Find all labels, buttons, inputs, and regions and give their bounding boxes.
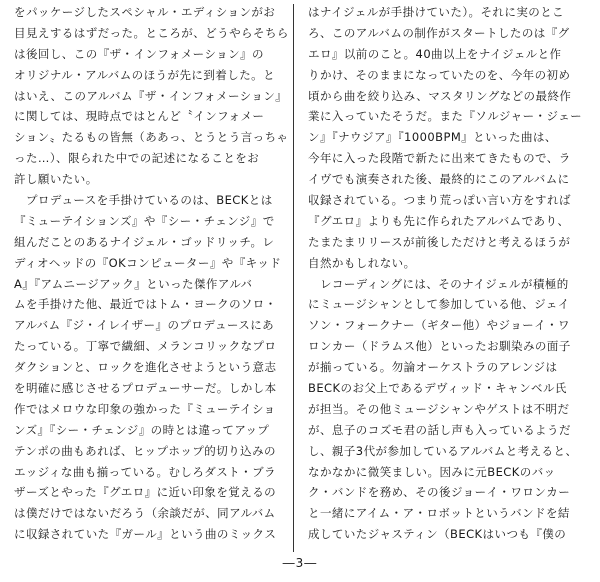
text-line: ロンカー（ドラムス他）といったお馴染みの面子 xyxy=(308,339,571,354)
text-line: エッジィな曲も揃っている。むしろダスト・ブラ xyxy=(14,464,276,479)
left-column xyxy=(14,2,290,545)
text-line: が担当。その他ミュージシャンやゲストは不明だ xyxy=(308,401,570,416)
text-line: テンポの曲もあれば、ヒップホップ的切り込みの xyxy=(14,443,276,458)
text-line: はいえ、このアルバム『ザ・インフォメーション』 xyxy=(14,88,288,103)
text-line: をパッケージしたスペシャル・エディションがお xyxy=(14,5,276,19)
text-line: BECKのお父上であるデヴィッド・キャンベル氏 xyxy=(308,381,567,396)
text-line: 成していたジャスティン（BECKはいつも『僕の xyxy=(308,527,567,542)
text-line: は僕だけではないだろう（余談だが、同アルバム xyxy=(14,506,276,521)
text-line: 今年に入った段階で新たに出来てきたもので、ラ xyxy=(308,151,571,166)
text-line: 『ミューテイションズ』や『シー・チェンジ』で xyxy=(14,213,275,228)
text-line: A』『アムニージアック』といった傑作アルバ xyxy=(14,276,253,291)
text-line: 許し願いたい。 xyxy=(14,172,98,187)
text-line: たまたまリリースが前後しただけと考えるほうが xyxy=(308,234,571,249)
text-line: たっている。丁寧で繊細、メランコリックなプロ xyxy=(14,339,277,354)
text-line: ン』『ナウジア』『1000BPM』といった曲は、 xyxy=(308,130,557,145)
text-line: はナイジェルが手掛けていた）。それに実のとこ xyxy=(308,5,565,19)
text-line: ザーズとやった『グエロ』に近い印象を覚えるの xyxy=(14,485,277,500)
text-line: ソン・フォークナー（ギター他）やジョーイ・ワ xyxy=(308,318,570,333)
text-line: 業に入っていたそうだ。また『ソルジャー・ジェー xyxy=(308,109,583,124)
text-line: ション〟たるもの皆無（ああっ、とうとう言っちゃ xyxy=(14,130,289,145)
text-line: と一緒にアイム・ア・ロボットというバンドを結 xyxy=(308,506,570,521)
text-line: 目見えするはずだった。ところが、どうやらそちら xyxy=(14,25,289,40)
text-line: プロデュースを手掛けているのは、BECKとは xyxy=(14,193,273,208)
text-line: オリジナル・アルバムのほうが先に到着した。と xyxy=(14,67,276,82)
text-line: なかなかに微笑ましい。因みに元BECKのバッ xyxy=(308,464,556,479)
text-line: にミュージシャンとして参加している他、ジェイ xyxy=(308,297,570,312)
text-line: を明確に感じさせるプロデューサーだ。しかし本 xyxy=(14,381,277,396)
text-line: は後回し、この『ザ・インフォメーション』の xyxy=(14,46,264,61)
right-column xyxy=(308,2,584,545)
text-line: ク・バンドを務め、その後ジョーイ・ワロンカー xyxy=(308,485,571,500)
text-line: 『グエロ』よりも先に作られたアルバムであり、 xyxy=(308,213,570,228)
text-line: 組んだことのあるナイジェル・ゴッドリッチ。レ xyxy=(14,234,275,249)
text-line: アルバム『ジ・イレイザー』のプロデュースにあ xyxy=(14,318,275,333)
column-divider xyxy=(293,4,294,552)
text-line: りかけ、そのままになっていたのを、今年の初め xyxy=(308,67,571,82)
text-line: ろ、このアルバムの制作がスタートしたのは『グ xyxy=(308,25,570,40)
text-line: 頃から曲を絞り込み、マスタリングなどの最終作 xyxy=(308,88,572,103)
text-line: エロ』以前のこと。40曲以上をナイジェルと作 xyxy=(308,46,562,61)
page-number: ―3― xyxy=(282,556,318,570)
text-line: に収録されていた『ガール』という曲のミックス xyxy=(14,527,277,542)
text-line: った…）、限られた中での記述になることをお xyxy=(14,151,260,166)
text-line: イヴでも演奏された後、最終的にこのアルバムに xyxy=(308,172,570,187)
text-line: ンズ』『シー・チェンジ』の時とは違ってアップ xyxy=(14,422,270,437)
text-line: し、親子3代が参加しているアルバムと考えると、 xyxy=(308,443,578,458)
text-line: ムを手掛けた他、最近ではトム・ヨークのソロ・ xyxy=(14,297,277,312)
text-line: 収録されている。つまり荒っぽい言い方をすれば xyxy=(308,193,571,208)
text-line: ダクションと、ロックを進化させようという意志 xyxy=(14,360,277,375)
text-line: に関しては、現時点ではとんど〝インフォメー xyxy=(14,109,265,124)
text-line: 作ではメロウな印象の強かった『ミューテイショ xyxy=(14,401,276,416)
text-line: ディオヘッドの『OKコンピューター』や『キッド xyxy=(14,255,282,270)
text-line: レコーディングには、そのナイジェルが積極的 xyxy=(308,276,569,291)
text-line: が揃っている。勿論オーケストラのアレンジは xyxy=(308,360,558,375)
text-line: 自然かもしれない。 xyxy=(308,255,416,270)
text-line: が、息子のコズモ君の話し声も入っているようだ xyxy=(308,422,571,437)
